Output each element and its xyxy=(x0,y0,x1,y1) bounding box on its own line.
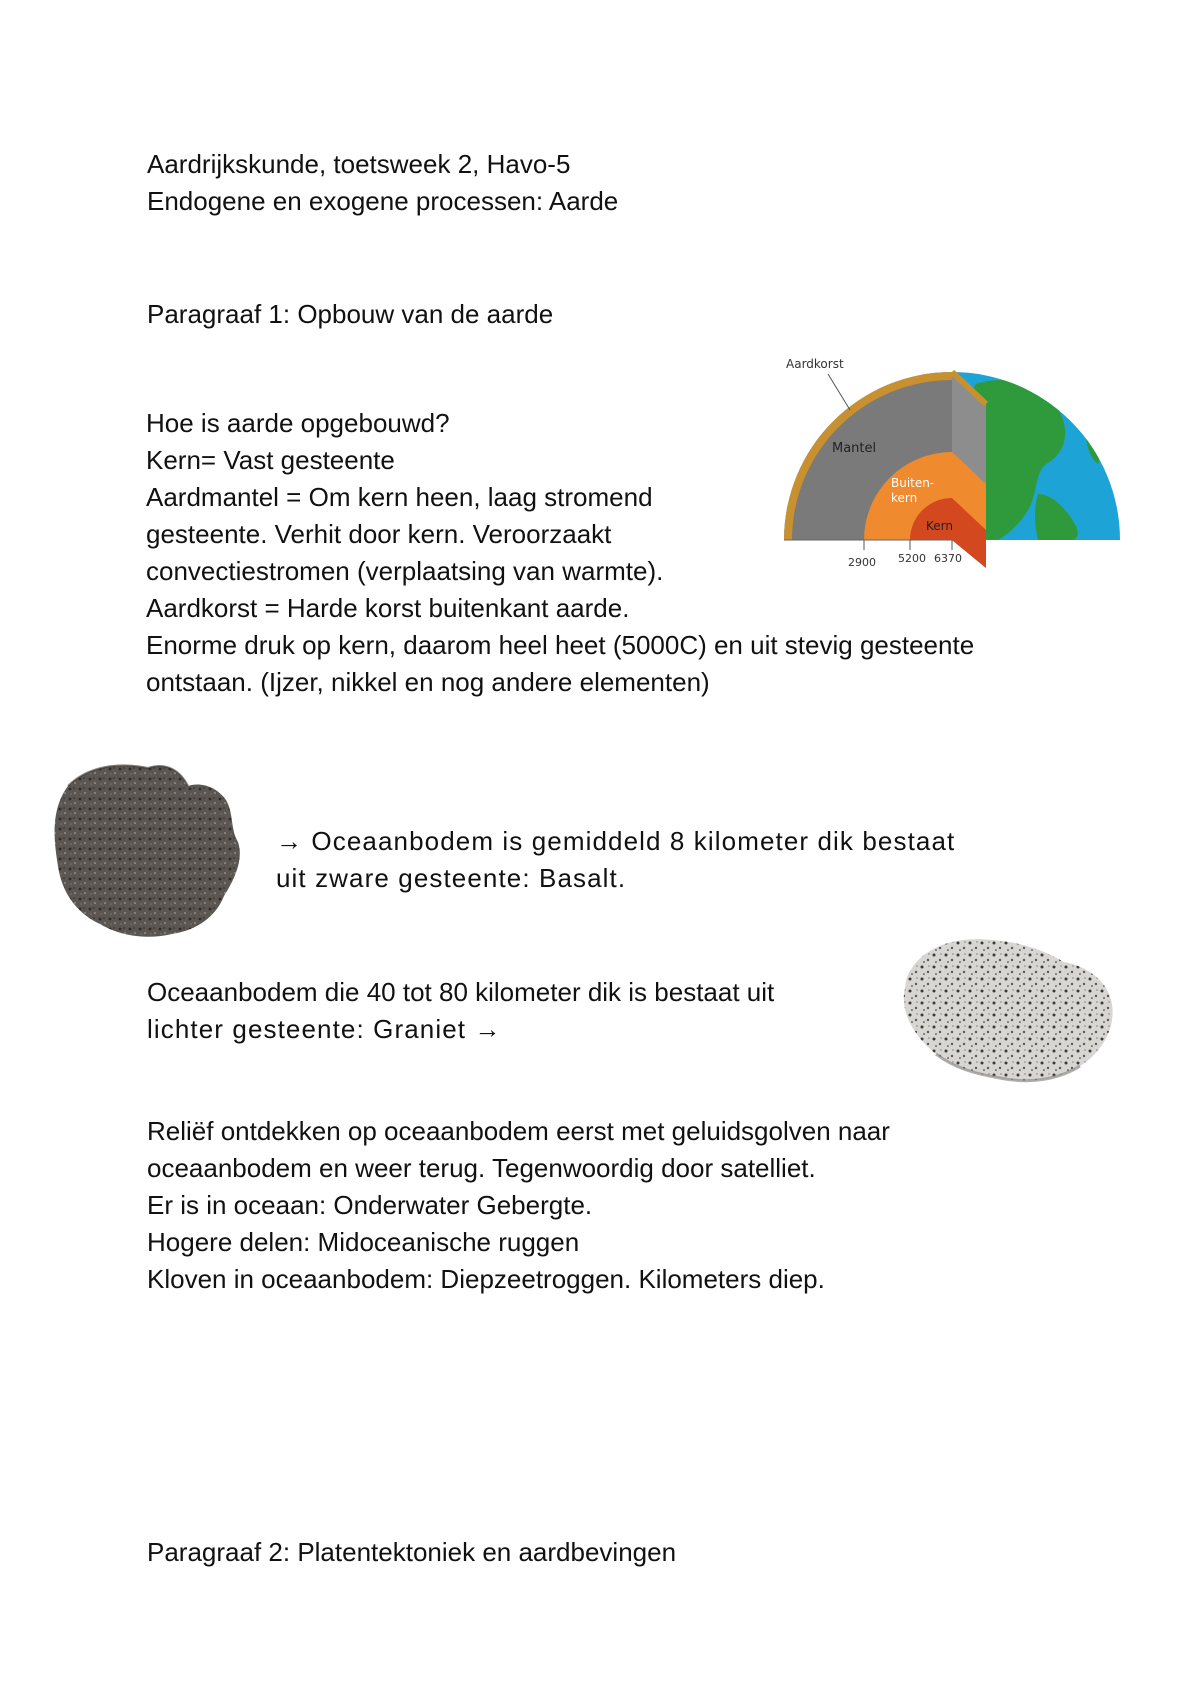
body-line: gesteente. Verhit door kern. Veroorzaakt xyxy=(146,519,612,549)
document-subtitle: Endogene en exogene processen: Aarde xyxy=(147,186,619,216)
basalt-text xyxy=(276,823,955,897)
body-line: Er is in oceaan: Onderwater Gebergte. xyxy=(147,1190,593,1220)
outer-core-label-1: Buiten- xyxy=(891,476,935,490)
document-header xyxy=(147,146,618,220)
body-line: uit zware gesteente: Basalt. xyxy=(276,863,627,893)
body-line: Kern= Vast gesteente xyxy=(146,445,395,475)
body-line: oceaanbodem en weer terug. Tegenwoordig door satelliet. xyxy=(147,1153,816,1183)
relief-text xyxy=(147,1113,890,1298)
body-line: Enorme druk op kern, daarom heel heet (5000C) en uit stevig gesteente xyxy=(146,630,975,660)
granite-text xyxy=(147,974,774,1048)
depth-label-5200: 5200 xyxy=(898,552,926,565)
depth-label-2900: 2900 xyxy=(848,556,876,569)
body-line: Reliëf ontdekken op oceaanbodem eerst met geluidsgolven naar xyxy=(147,1116,890,1146)
inner-core-label: Kern xyxy=(926,519,953,533)
crust-label: Aardkorst xyxy=(786,357,844,371)
body-line: Kloven in oceaanbodem: Diepzeetroggen. Kilometers diep. xyxy=(147,1264,825,1294)
document-title: Aardrijkskunde, toetsweek 2, Havo-5 xyxy=(147,149,571,179)
depth-label-6370: 6370 xyxy=(934,552,962,565)
granite-rock-image xyxy=(896,928,1120,1088)
earth-layers-diagram xyxy=(776,344,1126,584)
body-line: ontstaan. (Ijzer, nikkel en nog andere elementen) xyxy=(146,667,710,697)
section-1-heading: Paragraaf 1: Opbouw van de aarde xyxy=(147,299,554,329)
outer-core-label-2: kern xyxy=(891,491,918,505)
section-2-heading: Paragraaf 2: Platentektoniek en aardbevingen xyxy=(147,1537,677,1567)
body-line: convectiestromen (verplaatsing van warmte). xyxy=(146,556,664,586)
body-line: Aardkorst = Harde korst buitenkant aarde. xyxy=(146,593,630,623)
body-line: Aardmantel = Om kern heen, laag stromend xyxy=(146,482,653,512)
body-line: lichter gesteente: Graniet → xyxy=(147,1014,502,1044)
body-line: → Oceaanbodem is gemiddeld 8 kilometer dik bestaat xyxy=(276,826,956,856)
question-line: Hoe is aarde opgebouwd? xyxy=(146,408,450,438)
body-line: Oceaanbodem die 40 tot 80 kilometer dik is bestaat uit xyxy=(147,977,775,1007)
body-line: Hogere delen: Midoceanische ruggen xyxy=(147,1227,580,1257)
mantle-label: Mantel xyxy=(832,441,877,456)
basalt-rock-image xyxy=(48,756,248,946)
